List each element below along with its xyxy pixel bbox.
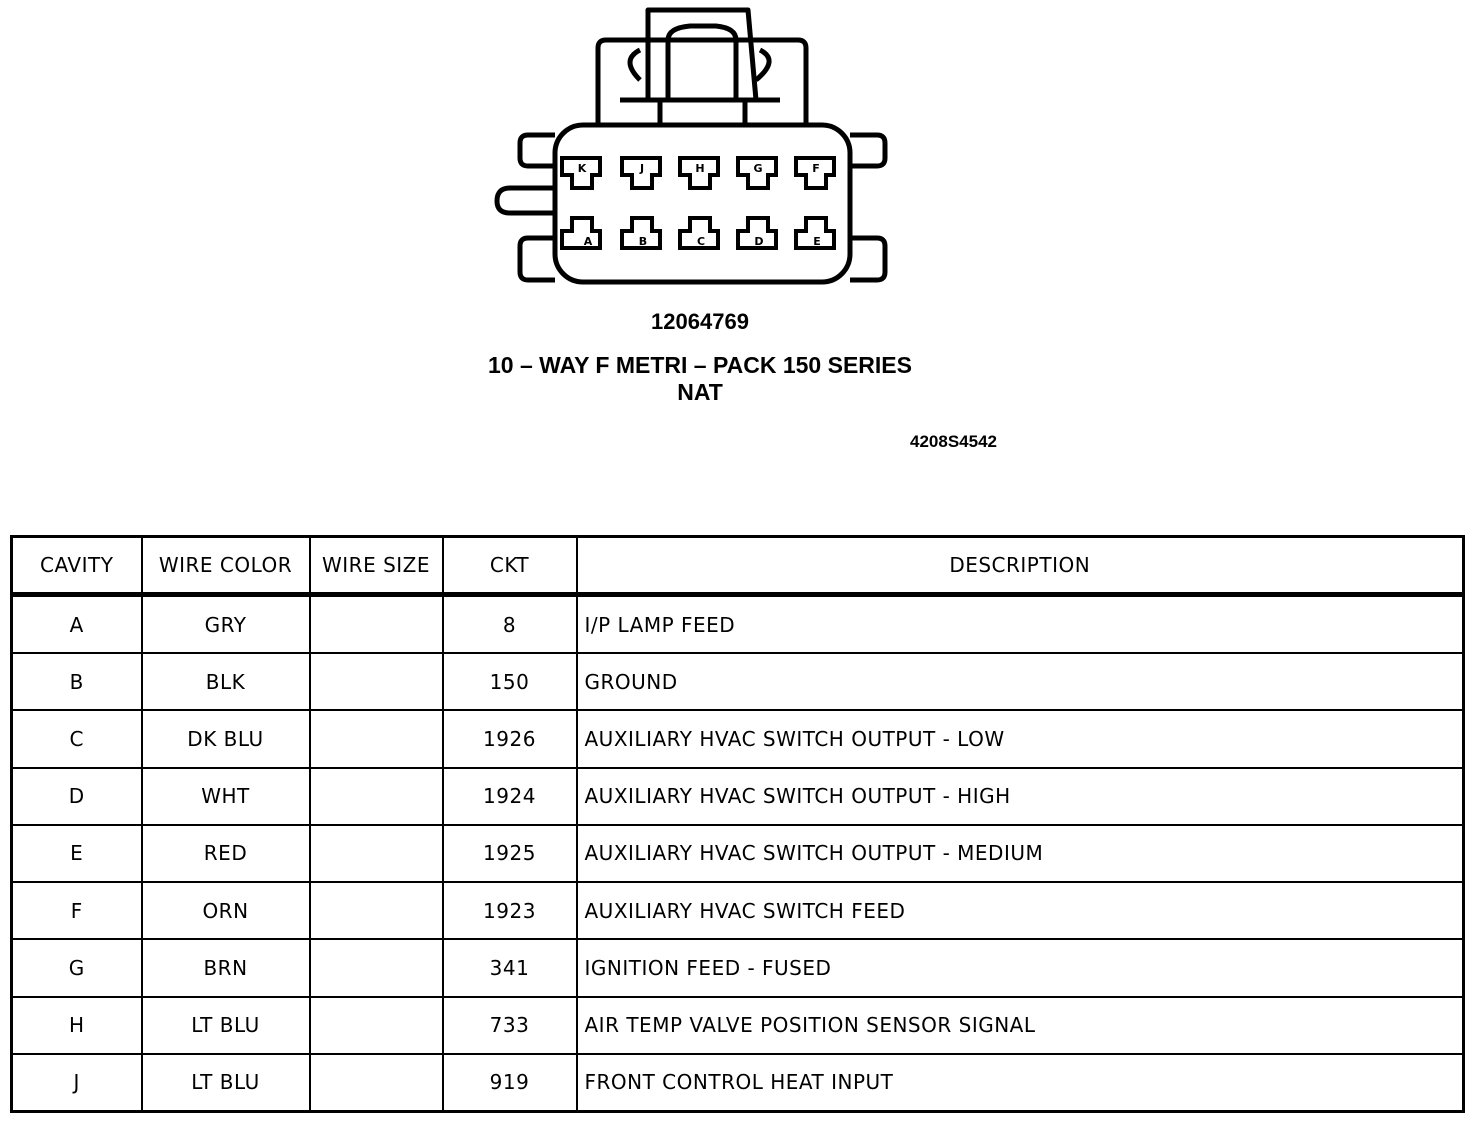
cell-description: AUXILIARY HVAC SWITCH FEED	[577, 882, 1464, 939]
cell-cavity: J	[12, 1054, 142, 1112]
connector-color: NAT	[677, 379, 723, 405]
header-wire-color: WIRE COLOR	[142, 537, 310, 595]
table-row	[12, 768, 1464, 825]
cell-wire-color: RED	[142, 825, 310, 882]
header-wire-size: WIRE SIZE	[310, 537, 443, 595]
cell-cavity: E	[12, 825, 142, 882]
pin-label-b: B	[638, 235, 648, 248]
pin-label-e: E	[813, 235, 821, 248]
cell-ckt: 1926	[443, 710, 577, 767]
cell-ckt: 1923	[443, 882, 577, 939]
cell-wire-color: DK BLU	[142, 710, 310, 767]
table-row	[12, 882, 1464, 939]
table-row	[12, 595, 1464, 654]
cell-wire-size	[310, 1054, 443, 1112]
cell-wire-color: GRY	[142, 595, 310, 654]
cell-cavity: C	[12, 710, 142, 767]
table-row	[12, 1054, 1464, 1112]
cell-wire-color: BRN	[142, 939, 310, 996]
pin-label-h: H	[695, 162, 705, 175]
header-ckt: CKT	[443, 537, 577, 595]
connector-name: 10 – WAY F METRI – PACK 150 SERIES	[488, 352, 912, 378]
cell-cavity: F	[12, 882, 142, 939]
cell-wire-size	[310, 595, 443, 654]
cell-ckt: 919	[443, 1054, 577, 1112]
pinout-table	[10, 535, 1465, 1113]
cell-ckt: 733	[443, 997, 577, 1054]
table-row	[12, 653, 1464, 710]
header-cavity: CAVITY	[12, 537, 142, 595]
cell-cavity: G	[12, 939, 142, 996]
cell-wire-size	[310, 653, 443, 710]
cell-description: AIR TEMP VALVE POSITION SENSOR SIGNAL	[577, 997, 1464, 1054]
cell-cavity: H	[12, 997, 142, 1054]
connector-housing	[555, 125, 850, 282]
cell-ckt: 341	[443, 939, 577, 996]
cell-cavity: A	[12, 595, 142, 654]
cell-wire-size	[310, 768, 443, 825]
table-row	[12, 710, 1464, 767]
cell-wire-color: LT BLU	[142, 997, 310, 1054]
table-header-row	[12, 537, 1464, 595]
cell-wire-size	[310, 939, 443, 996]
pin-label-k: K	[577, 162, 587, 175]
cell-wire-size	[310, 997, 443, 1054]
cell-description: AUXILIARY HVAC SWITCH OUTPUT - LOW	[577, 710, 1464, 767]
cell-wire-color: ORN	[142, 882, 310, 939]
cell-description: I/P LAMP FEED	[577, 595, 1464, 654]
drawing-code: 4208S4542	[910, 432, 997, 451]
table-body	[12, 595, 1464, 1112]
pin-label-d: D	[754, 235, 764, 248]
cell-cavity: B	[12, 653, 142, 710]
cell-wire-size	[310, 882, 443, 939]
table-row	[12, 997, 1464, 1054]
cell-ckt: 8	[443, 595, 577, 654]
connector-diagram	[0, 0, 1472, 310]
cell-ckt: 1925	[443, 825, 577, 882]
header-description: DESCRIPTION	[577, 537, 1464, 595]
cell-description: GROUND	[577, 653, 1464, 710]
cell-wire-color: WHT	[142, 768, 310, 825]
pin-label-c: C	[696, 235, 706, 248]
table-row	[12, 939, 1464, 996]
cell-wire-size	[310, 825, 443, 882]
part-number: 12064769	[651, 309, 749, 334]
cell-description: IGNITION FEED - FUSED	[577, 939, 1464, 996]
cell-description: AUXILIARY HVAC SWITCH OUTPUT - MEDIUM	[577, 825, 1464, 882]
pin-label-f: F	[812, 162, 820, 175]
pin-label-a: A	[583, 235, 593, 248]
connector-latch	[598, 10, 806, 125]
cell-description: FRONT CONTROL HEAT INPUT	[577, 1054, 1464, 1112]
cell-description: AUXILIARY HVAC SWITCH OUTPUT - HIGH	[577, 768, 1464, 825]
pin-label-g: G	[753, 162, 763, 175]
pin-label-j: J	[639, 162, 645, 175]
cell-wire-size	[310, 710, 443, 767]
cell-ckt: 1924	[443, 768, 577, 825]
pin-labels	[578, 162, 821, 248]
cell-wire-color: LT BLU	[142, 1054, 310, 1112]
cell-cavity: D	[12, 768, 142, 825]
table-row	[12, 825, 1464, 882]
cell-wire-color: BLK	[142, 653, 310, 710]
cell-ckt: 150	[443, 653, 577, 710]
